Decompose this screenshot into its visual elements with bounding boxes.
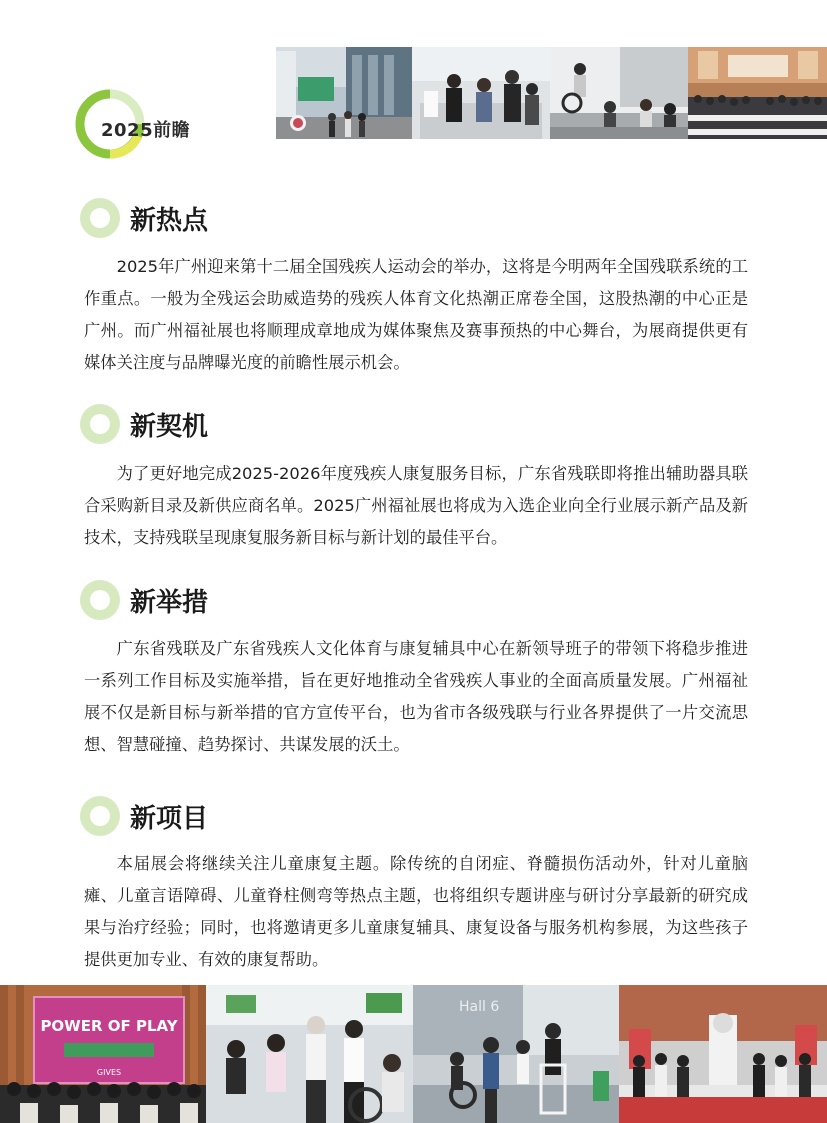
exoskeleton-demo-photo	[550, 47, 688, 139]
ribbon-cutting-ceremony-photo	[619, 985, 827, 1123]
conference-hall-photo	[688, 47, 827, 139]
section-title: 新举措	[130, 588, 209, 618]
section-ring-icon	[80, 198, 120, 238]
section-paragraph: 广东省残联及广东省残疾人文化体育与康复辅具中心在新领导班子的带领下将稳步推进一系列工作目标及实施举措，旨在更好地推动全省残疾人事业的全面高质量发展。广州福祉展不仅是新目标与新举措的官方宣传平台，也为省市各级残联与行业各界提供了一片交流思想、智慧碰撞、趋势探讨、共谋发展的沃土。	[84, 639, 748, 754]
page-heading: 2025前瞻	[101, 120, 191, 141]
section-ring-icon	[80, 796, 120, 836]
banner-text: POWER OF PLAY	[40, 1017, 178, 1035]
section-paragraph: 为了更好地完成2025-2026年度残疾人康复服务目标，广东省残联即将推出辅助器具联合采购新目录及新供应商名单。2025广州福祉展也将成为入选企业向全行业展示新产品及新技术，支持残联呈现康复服务新目标与新计划的最佳平台。	[84, 464, 748, 547]
section-ring-icon	[80, 404, 120, 444]
section-ring-icon	[80, 580, 120, 620]
power-of-play-forum-photo	[0, 985, 206, 1123]
section-paragraph: 本届展会将继续关注儿童康复主题。除传统的自闭症、脊髓损伤活动外，针对儿童脑瘫、儿童言语障碍、儿童脊柱侧弯等热点主题，也将组织专题讲座与研讨分享最新的研究成果与治疗经验；同时，也将邀请更多儿童康复辅具、康复设备与服务机构参展，为这些孩子提供更加专业、有效的康复帮助。	[84, 854, 748, 969]
top-photo-strip	[276, 47, 827, 139]
bottom-photo-strip	[0, 985, 827, 1123]
exhibition-entrance-photo	[276, 47, 412, 139]
banner-subtext: GIVES	[96, 1068, 122, 1077]
section-paragraph: 2025年广州迎来第十二届全国残疾人运动会的举办，这将是今明两年全国残联系统的工作重点。一般为全残运会助威造势的残疾人体育文化热潮正席卷全国，这股热潮的中心正是广州。而广州福祉展也将顺理成章地成为媒体聚焦及赛事预热的中心舞台，为展商提供更有媒体关注度与品牌曝光度的前瞻性展示机会。	[84, 257, 748, 372]
wheelchair-visitors-photo	[206, 985, 413, 1123]
section-title: 新契机	[130, 412, 209, 442]
exoskeleton-walking-photo	[413, 985, 619, 1123]
hall-sign-text: Hall 6	[459, 999, 500, 1015]
booth-visitors-photo	[412, 47, 550, 139]
section-title: 新项目	[130, 804, 209, 834]
section-title: 新热点	[130, 206, 209, 236]
